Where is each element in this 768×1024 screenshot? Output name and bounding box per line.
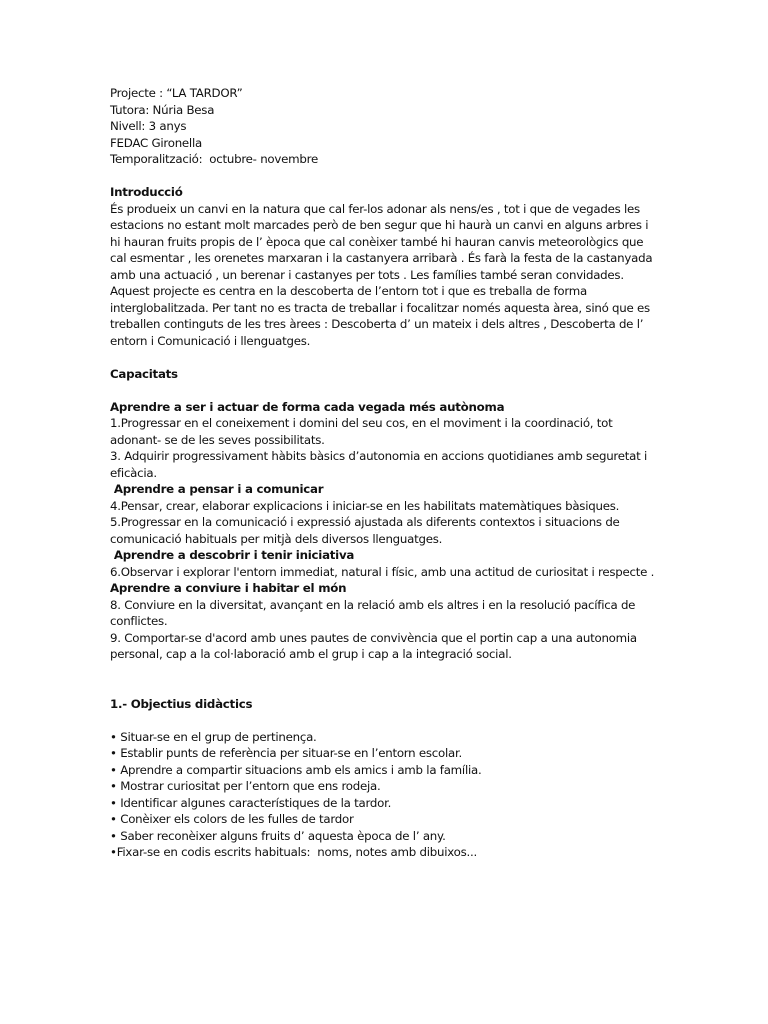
list-item: • Conèixer els colors de les fulles de tardor (110, 812, 354, 826)
capacitat-item: 6.Observar i explorar l'entorn immediat, natural i físic, amb una actitud de curiositat i respecte . (110, 564, 655, 579)
introduccio-paragraph-2: Aquest projecte es centra en la descoberta de l’entorn tot i que es treballa de forma interglobalitzada. Per tant no es tracta de treballar i focalitzar només aquesta àrea, sinó que es treballen continguts de les tres àrees : Descoberta d’ un mateix i dels altres , Descoberta de l’ entorn i Comunicació i llenguatges. (110, 284, 650, 348)
capacitat-group-title: Aprendre a ser i actuar de forma cada vegada més autònoma (110, 399, 505, 414)
objectius-heading: 1.- Objectius didàctics (110, 696, 253, 711)
capacitats-heading: Capacitats (110, 366, 178, 381)
spacer (110, 168, 660, 185)
list-item: • Mostrar curiositat per l’entorn que ens rodeja. (110, 779, 381, 793)
temporalitzacio-line: Temporalització: octubre- novembre (110, 152, 318, 166)
school-line: FEDAC Gironella (110, 135, 202, 150)
list-item: •Fixar-se en codis escrits habituals: noms, notes amb dibuixos... (110, 845, 477, 859)
spacer (110, 712, 660, 729)
project-title: Projecte : “LA TARDOR” (110, 86, 243, 100)
objectius-list (110, 729, 660, 861)
introduccio-heading: Introducció (110, 185, 183, 199)
list-item: • Situar-se en el grup de pertinença. (110, 729, 317, 744)
spacer (110, 382, 660, 399)
capacitat-item: 9. Comportar-se d'acord amb unes pautes de convivència que el portin cap a una autonomia personal, cap a la col·laboració amb el grup i cap a la integració social. (110, 630, 637, 661)
spacer (110, 679, 660, 696)
capacitat-group-title: Aprendre a conviure i habitar el món (110, 581, 347, 595)
capacitat-item: 5.Progressar en la comunicació i expressió ajustada als diferents contextos i situacions de comunicació habituals per mitjà dels diversos llenguatges. (110, 515, 620, 546)
capacitat-item: 4.Pensar, crear, elaborar explicacions i iniciar-se en les habilitats matemàtiques bàsiques. (110, 498, 620, 513)
nivell-line: Nivell: 3 anys (110, 119, 187, 133)
list-item: • Identificar algunes característiques de la tardor. (110, 795, 392, 810)
capacitat-item: 8. Conviure en la diversitat, avançant en la relació amb els altres i en la resolució pacífica de conflictes. (110, 597, 636, 628)
introduccio-paragraph-1: És produeix un canvi en la natura que cal fer-los adonar als nens/es , tot i que de vegades les estacions no estant molt marcades però de ben segur que hi haurà un canvi en alguns arbres i hi hauran fruits propis de l’ època que cal conèixer també hi hauran canvis meteorològics que cal esmentar , les orenetes marxaran i la castanyera arribarà . És farà la festa de la castanyada amb una actuació , un berenar i castanyes per tots . Les famílies també seran convidades. (110, 201, 653, 282)
list-item: • Saber reconèixer alguns fruits d’ aquesta època de l’ any. (110, 828, 446, 843)
spacer (110, 349, 660, 366)
list-item: • Aprendre a compartir situacions amb els amics i amb la família. (110, 762, 482, 777)
capacitat-item: 3. Adquirir progressivament hàbits bàsics d’autonomia en accions quotidianes amb seguretat i eficàcia. (110, 449, 648, 480)
document-page (110, 85, 660, 861)
capacitat-group-title: Aprendre a descobrir i tenir iniciativa (110, 548, 355, 562)
list-item: • Establir punts de referència per situar-se en l’entorn escolar. (110, 746, 463, 760)
capacitat-item: 1.Progressar en el coneixement i domini del seu cos, en el moviment i la coordinació, tot adonant- se de les seves possibilitats. (110, 416, 613, 447)
spacer (110, 663, 660, 680)
capacitat-group-title: Aprendre a pensar i a comunicar (110, 482, 324, 496)
tutora-line: Tutora: Núria Besa (110, 102, 215, 117)
